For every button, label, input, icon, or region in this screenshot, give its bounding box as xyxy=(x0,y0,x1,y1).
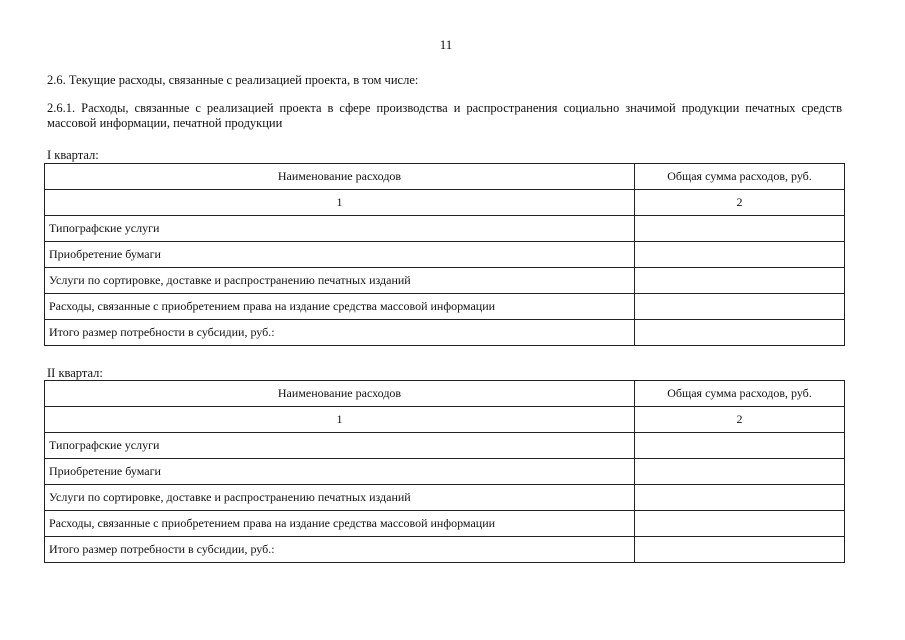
table-header-row xyxy=(45,164,845,190)
amount-cell[interactable] xyxy=(635,216,845,242)
header-expense-name: Наименование расходов xyxy=(45,164,635,190)
expense-name-cell: Расходы, связанные с приобретением права на издание средства массовой информации xyxy=(45,511,635,537)
amount-cell[interactable] xyxy=(635,459,845,485)
table-header-row xyxy=(45,381,845,407)
expense-name-cell: Расходы, связанные с приобретением права на издание средства массовой информации xyxy=(45,294,635,320)
table-row xyxy=(45,216,845,242)
expense-name-cell: Услуги по сортировке, доставке и распространению печатных изданий xyxy=(45,485,635,511)
quarter-1-expense-table xyxy=(44,163,845,346)
amount-cell[interactable] xyxy=(635,242,845,268)
subsection-heading: 2.6.1. Расходы, связанные с реализацией проекта в сфере производства и распространения социально значимой продукции печатных средств массовой информации, печатной продукции xyxy=(47,101,842,130)
table-row xyxy=(45,511,845,537)
header-expense-name: Наименование расходов xyxy=(45,381,635,407)
table-row xyxy=(45,294,845,320)
total-amount-cell[interactable] xyxy=(635,320,845,346)
total-amount-cell[interactable] xyxy=(635,537,845,563)
column-number-2: 2 xyxy=(635,407,845,433)
column-number-1: 1 xyxy=(45,407,635,433)
total-row xyxy=(45,537,845,563)
expense-name-cell: Типографские услуги xyxy=(45,216,635,242)
expense-name-cell: Типографские услуги xyxy=(45,433,635,459)
table-row xyxy=(45,485,845,511)
quarter-2-label: II квартал: xyxy=(47,366,103,380)
amount-cell[interactable] xyxy=(635,511,845,537)
expense-name-cell: Услуги по сортировке, доставке и распространению печатных изданий xyxy=(45,268,635,294)
expense-name-cell: Приобретение бумаги xyxy=(45,242,635,268)
table-row xyxy=(45,433,845,459)
column-number-row xyxy=(45,190,845,216)
amount-cell[interactable] xyxy=(635,294,845,320)
total-row xyxy=(45,320,845,346)
amount-cell[interactable] xyxy=(635,433,845,459)
column-number-row xyxy=(45,407,845,433)
quarter-2-expense-table xyxy=(44,380,845,563)
column-number-2: 2 xyxy=(635,190,845,216)
table-row xyxy=(45,242,845,268)
column-number-1: 1 xyxy=(45,190,635,216)
total-label-cell: Итого размер потребности в субсидии, руб.: xyxy=(45,320,635,346)
quarter-1-label: I квартал: xyxy=(47,148,99,162)
header-total-amount: Общая сумма расходов, руб. xyxy=(635,164,845,190)
header-total-amount: Общая сумма расходов, руб. xyxy=(635,381,845,407)
table-row xyxy=(45,268,845,294)
table-row xyxy=(45,459,845,485)
total-label-cell: Итого размер потребности в субсидии, руб.: xyxy=(45,537,635,563)
expense-name-cell: Приобретение бумаги xyxy=(45,459,635,485)
page-number: 11 xyxy=(439,37,453,52)
amount-cell[interactable] xyxy=(635,485,845,511)
amount-cell[interactable] xyxy=(635,268,845,294)
section-heading: 2.6. Текущие расходы, связанные с реализацией проекта, в том числе: xyxy=(47,73,419,87)
